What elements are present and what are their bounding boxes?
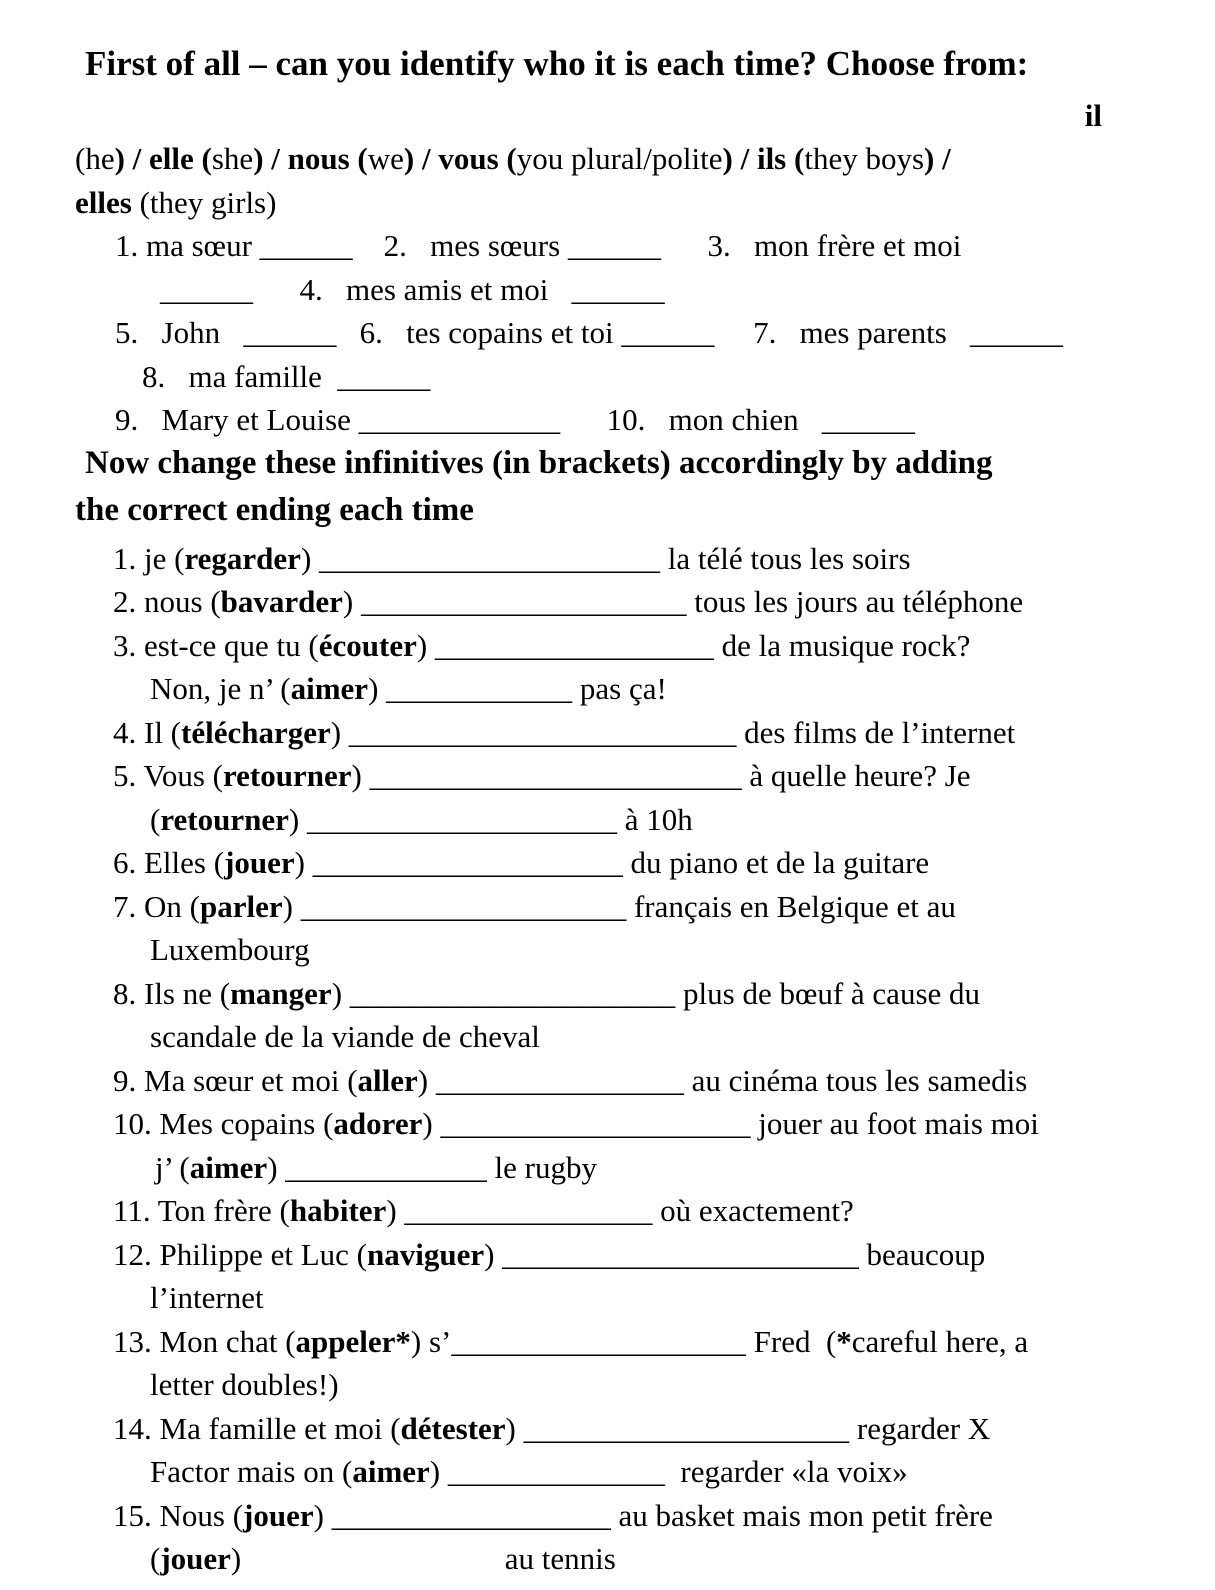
text-run: j’ ( xyxy=(155,1149,190,1185)
text-run: 2. mes sœurs xyxy=(352,228,568,263)
text-run: il xyxy=(1084,97,1102,133)
text-run: 7. On ( xyxy=(113,888,200,924)
text-run: 13. Mon chat ( xyxy=(113,1323,296,1359)
text-run: 8. ma famille xyxy=(142,358,338,394)
text-run: parler xyxy=(199,888,283,924)
text-run: ) xyxy=(416,627,435,663)
text-run: ) xyxy=(429,1454,448,1489)
text-run: 11. Ton frère ( xyxy=(113,1193,290,1228)
text-run: ) xyxy=(386,1193,405,1228)
answer-blank: ________________ xyxy=(404,1193,653,1228)
answer-blank: ______________________ xyxy=(319,540,661,576)
text-run: des films de l’internet xyxy=(736,714,1016,750)
text-run: 1. ma sœur xyxy=(115,228,260,263)
document-body xyxy=(75,42,1190,1581)
answer-blank: ______ xyxy=(567,228,661,263)
text-run: retourner xyxy=(160,801,289,837)
q12-cont xyxy=(75,1276,1190,1320)
text-run: plus de bœuf à cause du xyxy=(675,975,981,1011)
q6 xyxy=(75,841,1190,885)
text-run: ) xyxy=(294,845,313,880)
q3 xyxy=(75,624,1190,668)
text-run: the correct ending each time xyxy=(75,492,474,528)
answer-blank: ______ xyxy=(970,315,1064,350)
text-run: ) / xyxy=(403,141,439,176)
text-run: détester xyxy=(400,1410,506,1446)
text-run: aimer xyxy=(352,1454,430,1489)
text-run: Now change these infinitives (in brackets) accordingly by adding xyxy=(85,444,993,481)
text-run: le rugby xyxy=(486,1149,597,1185)
part1-row-1 xyxy=(75,224,1190,268)
answer-blank: ______ xyxy=(160,271,253,307)
text-run: 4. Il ( xyxy=(113,714,182,750)
answer-blank: ______ xyxy=(571,271,665,307)
text-run: Fred ( xyxy=(745,1323,837,1359)
text-run: 5. John xyxy=(115,315,244,350)
answer-blank: ______________ xyxy=(447,1454,665,1489)
text-run: aimer xyxy=(189,1149,268,1185)
text-run: ) xyxy=(505,1410,524,1446)
q13 xyxy=(75,1320,1190,1364)
text-run: aimer xyxy=(290,671,369,706)
text-run: jouer xyxy=(160,1541,231,1576)
q8 xyxy=(75,972,1190,1016)
text-run: ) xyxy=(417,1062,436,1098)
text-run: la télé tous les soirs xyxy=(660,540,911,576)
answer-blank: ____________________ xyxy=(312,845,623,880)
part1-row-5 xyxy=(75,398,1190,442)
q3-cont xyxy=(75,667,1190,711)
text-run: 7. mes parents xyxy=(714,315,971,350)
answer-blank: ______ xyxy=(259,228,353,263)
text-run: 3. mon frère et moi xyxy=(660,228,962,263)
text-run: 6. Elles ( xyxy=(113,845,225,880)
text-run: ) / xyxy=(924,141,951,176)
text-run: ( xyxy=(150,1541,161,1576)
text-run: l’internet xyxy=(150,1280,264,1315)
answer-blank: ____________________ xyxy=(440,1106,751,1141)
part1-row-2 xyxy=(75,268,1190,312)
text-run: 1. je ( xyxy=(113,540,185,576)
text-run: careful here, a xyxy=(851,1323,1029,1359)
text-run: 6. tes copains et toi xyxy=(336,315,622,350)
text-run: (they girls) xyxy=(139,184,277,220)
text-run: 8. Ils ne ( xyxy=(113,975,231,1011)
text-run: ) xyxy=(313,1497,332,1533)
answer-blank: ________________________ xyxy=(369,758,742,793)
text-run: ) xyxy=(282,888,301,924)
text-run: ) / xyxy=(722,141,757,176)
text-run: regarder «la voix» xyxy=(664,1454,908,1489)
text-run: ) xyxy=(342,584,361,619)
text-run: First of all – can you identify who it is each time? Choose from: xyxy=(85,44,1029,83)
text-run: ) xyxy=(351,758,370,793)
text-run: Luxembourg xyxy=(150,932,310,967)
text-run: she xyxy=(211,141,254,176)
text-run: ) xyxy=(230,1541,242,1576)
pronoun-key-2 xyxy=(75,181,1190,225)
text-run: bavarder xyxy=(220,584,343,619)
text-run: ) xyxy=(331,975,350,1011)
text-run: you plural/polite xyxy=(516,141,723,176)
title xyxy=(75,42,1190,86)
text-run: regarder xyxy=(184,540,301,576)
q14-cont xyxy=(75,1450,1190,1494)
text-run: elles xyxy=(75,184,140,220)
text-run: écouter xyxy=(318,627,417,663)
q11 xyxy=(75,1189,1190,1233)
answer-blank: ______ xyxy=(821,402,915,437)
text-run: 9. Mary et Louise xyxy=(115,402,359,437)
answer-blank: _____________ xyxy=(358,402,561,437)
text-run: 5. Vous ( xyxy=(113,758,223,793)
text-run: 10. mon chien xyxy=(560,402,822,437)
text-run: ) s’ xyxy=(410,1323,452,1359)
text-run: they boys xyxy=(804,141,925,176)
text-run: letter doubles!) xyxy=(150,1367,339,1402)
answer-blank: __________________ xyxy=(434,627,714,663)
q7-cont xyxy=(75,928,1190,972)
text-run: beaucoup xyxy=(858,1236,986,1272)
text-run: de la musique rock? xyxy=(713,627,971,663)
text-run: retourner xyxy=(222,758,352,793)
q13-cont xyxy=(75,1363,1190,1407)
text-run: ) / xyxy=(253,141,288,176)
text-run: du piano et de la guitare xyxy=(622,845,930,880)
text-run: à quelle heure? Je xyxy=(741,758,971,793)
q1 xyxy=(75,537,1190,581)
text-run: * xyxy=(836,1323,852,1359)
text-run: 12. Philippe et Luc ( xyxy=(113,1236,367,1272)
text-run: 4. mes amis et moi xyxy=(253,271,572,307)
q9 xyxy=(75,1059,1190,1103)
q5-cont xyxy=(75,798,1190,842)
text-run: habiter xyxy=(289,1193,387,1228)
answer-blank: _______________________ xyxy=(502,1236,859,1272)
text-run: 10. Mes copains ( xyxy=(113,1106,334,1141)
text-run: jouer au foot mais moi xyxy=(750,1106,1039,1141)
answer-blank: ________________ xyxy=(435,1062,684,1098)
text-run: ) xyxy=(368,671,387,706)
q12 xyxy=(75,1233,1190,1277)
answer-blank: ______ xyxy=(337,358,431,394)
answer-blank: _____________________ xyxy=(360,584,687,619)
q10-cont xyxy=(75,1146,1190,1190)
text-run: pas ça! xyxy=(572,671,667,706)
text-run: ) xyxy=(330,714,349,750)
answer-blank: _____________ xyxy=(285,1149,487,1185)
text-run: télécharger xyxy=(181,714,331,750)
text-run: manger xyxy=(230,975,332,1011)
q14 xyxy=(75,1407,1190,1451)
pronoun-key-1 xyxy=(75,137,1190,181)
text-run: we xyxy=(367,141,404,176)
text-run: 3. est-ce que tu ( xyxy=(113,627,319,663)
answer-blank: ______ xyxy=(621,315,715,350)
text-run: Factor mais on ( xyxy=(150,1454,353,1489)
text-run: 15. Nous ( xyxy=(113,1497,244,1533)
text-run: ) xyxy=(484,1236,503,1272)
text-run: ) / xyxy=(114,141,150,176)
text-run: ) xyxy=(422,1106,441,1141)
answer-blank: _____________________ xyxy=(523,1410,850,1446)
text-run xyxy=(241,1541,505,1576)
text-run: jouer xyxy=(224,845,295,880)
q15 xyxy=(75,1494,1190,1538)
text-run: tous les jours au téléphone xyxy=(686,584,1024,619)
text-run: aller xyxy=(357,1062,418,1098)
answer-blank: _____________________ xyxy=(349,975,676,1011)
q7 xyxy=(75,885,1190,929)
answer-blank: ____________ xyxy=(386,671,573,706)
q2 xyxy=(75,580,1190,624)
text-run: 9. Ma sœur et moi ( xyxy=(113,1062,358,1098)
text-run: (he xyxy=(75,141,115,176)
answer-blank: __________________ xyxy=(331,1497,611,1533)
pronoun-il xyxy=(75,94,1190,138)
part1-row-4 xyxy=(75,355,1190,399)
answer-blank: ___________________ xyxy=(451,1323,746,1359)
part1-row-3 xyxy=(75,311,1190,355)
text-run: elle ( xyxy=(149,141,212,176)
text-run: ) xyxy=(267,1149,286,1185)
text-run: à 10h xyxy=(616,801,693,837)
text-run: où exactement? xyxy=(652,1193,854,1228)
text-run: jouer xyxy=(243,1497,314,1533)
answer-blank: _____________________ xyxy=(300,888,627,924)
text-run: ( xyxy=(150,801,161,837)
text-run: appeler* xyxy=(295,1323,411,1359)
answer-blank: _________________________ xyxy=(348,714,737,750)
q10 xyxy=(75,1102,1190,1146)
q15-cont xyxy=(75,1537,1190,1581)
text-run: 2. nous ( xyxy=(113,584,221,619)
text-run: Non, je n’ ( xyxy=(150,671,291,706)
text-run: ils ( xyxy=(756,141,805,176)
text-run: adorer xyxy=(333,1106,423,1141)
q4 xyxy=(75,711,1190,755)
text-run: vous ( xyxy=(438,141,517,176)
text-run: ) xyxy=(300,540,320,576)
part2-heading-2 xyxy=(75,489,1190,533)
text-run: nous ( xyxy=(287,141,368,176)
answer-blank: ____________________ xyxy=(306,801,617,837)
text-run: au tennis xyxy=(504,1541,616,1576)
text-run: français en Belgique et au xyxy=(626,888,956,924)
text-run: regarder X xyxy=(849,1410,991,1446)
q8-cont xyxy=(75,1015,1190,1059)
text-run: scandale de la viande de cheval xyxy=(150,1019,540,1054)
text-run: naviguer xyxy=(366,1236,485,1272)
text-run: 14. Ma famille et moi ( xyxy=(113,1410,401,1446)
text-run: au cinéma tous les samedis xyxy=(683,1062,1028,1098)
part2-heading-1 xyxy=(75,442,1190,486)
answer-blank: ______ xyxy=(243,315,337,350)
q5 xyxy=(75,754,1190,798)
text-run: au basket mais mon petit frère xyxy=(610,1497,993,1533)
text-run: ) xyxy=(288,801,307,837)
